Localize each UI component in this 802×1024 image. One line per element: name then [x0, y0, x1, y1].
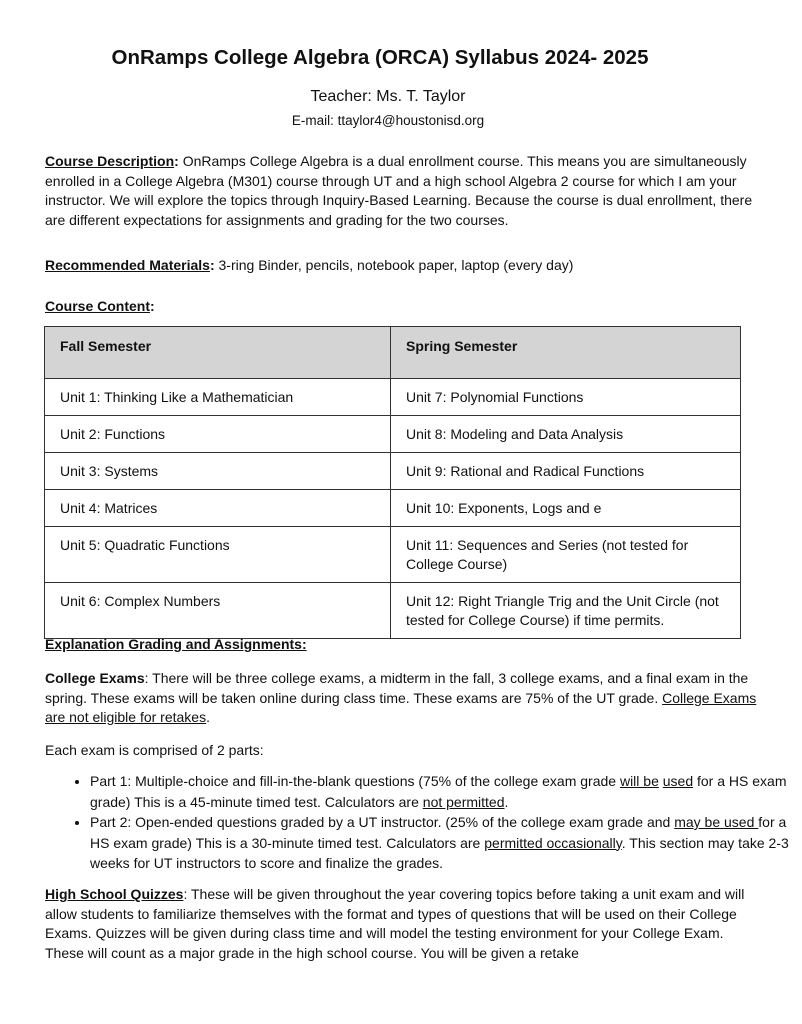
list-item: • Part 1: Multiple-choice and fill-in-the-blank questions (75% of the college exam grade will be used for a HS exam grade) This is a 45-minute timed test. Calculators are not permitted.	[90, 771, 802, 812]
recommended-materials: Recommended Materials: 3-ring Binder, pencils, notebook paper, laptop (every day)	[45, 257, 574, 273]
spring-unit-cell: Unit 8: Modeling and Data Analysis	[391, 416, 741, 453]
table-row	[45, 416, 741, 453]
page-title: OnRamps College Algebra (ORCA) Syllabus 2024- 2025	[111, 46, 649, 69]
table-row	[45, 453, 741, 490]
fall-unit-cell: Unit 5: Quadratic Functions	[45, 527, 391, 583]
list-item: • Part 2: Open-ended questions graded by a UT instructor. (25% of the college exam grade and may be used for a HS exam grade) This is a 30-minute timed test. Calculators are permitted occasionally. This section may take 2-3 weeks for UT instructors to score and finalize the grades.	[90, 812, 802, 874]
teacher-email: E-mail: ttaylor4@houstonisd.org	[291, 113, 485, 128]
spring-unit-cell: Unit 11: Sequences and Series (not tested for College Course)	[391, 527, 741, 583]
spring-unit-cell: Unit 12: Right Triangle Trig and the Unit Circle (not tested for College Course) if time permits.	[391, 583, 741, 639]
materials-text: 3-ring Binder, pencils, notebook paper, laptop (every day)	[214, 257, 574, 273]
spring-semester-header: Spring Semester	[391, 327, 741, 379]
fall-unit-cell: Unit 4: Matrices	[45, 490, 391, 527]
fall-unit-cell: Unit 2: Functions	[45, 416, 391, 453]
course-description-heading: Course Description	[45, 153, 175, 169]
table-header-row	[45, 327, 741, 379]
college-exams-label: College Exams	[45, 670, 145, 686]
teacher-name: Teacher: Ms. T. Taylor	[310, 88, 466, 105]
spring-unit-cell: Unit 9: Rational and Radical Functions	[391, 453, 741, 490]
table-row	[45, 527, 741, 583]
quizzes-paragraph: High School Quizzes: These will be given throughout the year covering topics before taking a unit exam and will allow students to familiarize themselves with the format and types of questions that will be used on their College Exams. Quizzes will be given during class time and will model the testing environment for your College Exam. These will count as a major grade in the high school course. You will be given a retake	[45, 886, 745, 961]
spring-unit-cell: Unit 7: Polynomial Functions	[391, 379, 741, 416]
course-description-text: OnRamps College Algebra is a dual enrollment course. This means you are simultaneously enrolled in a College Algebra (M301) course through UT and a high school Algebra 2 course for which I am your instructor. We will explore the topics through Inquiry-Based Learning. Because the course is dual enrollment, there are different expectations for assignments and grading for the two courses.	[45, 153, 753, 228]
retake-note: College Exams are not eligible for retakes	[45, 689, 757, 725]
table-row	[45, 490, 741, 527]
fall-semester-header: Fall Semester	[45, 327, 391, 379]
materials-heading: Recommended Materials	[45, 257, 210, 273]
table-row	[45, 583, 741, 639]
grading-heading: Explanation Grading and Assignments:	[45, 636, 307, 652]
course-content-table	[44, 326, 741, 639]
fall-unit-cell: Unit 1: Thinking Like a Mathematician	[45, 379, 391, 416]
college-exams-paragraph: College Exams: There will be three college exams, a midterm in the fall, 3 college exams, and a final exam in the spring. These exams will be taken online during class time. These exams are 75% of the UT grade. College Exams are not eligible for retakes.	[45, 670, 757, 725]
fall-unit-cell: Unit 3: Systems	[45, 453, 391, 490]
course-content-heading: Course Content:	[45, 298, 155, 314]
quizzes-label: High School Quizzes	[45, 886, 184, 902]
exam-parts-list	[45, 771, 802, 874]
fall-unit-cell: Unit 6: Complex Numbers	[45, 583, 391, 639]
exam-parts-intro: Each exam is comprised of 2 parts:	[45, 742, 264, 758]
table-row	[45, 379, 741, 416]
spring-unit-cell: Unit 10: Exponents, Logs and e	[391, 490, 741, 527]
course-description: Course Description: OnRamps College Algebra is a dual enrollment course. This means you are simultaneously enrolled in a College Algebra (M301) course through UT and a high school Algebra 2 course for which I am your instructor. We will explore the topics through Inquiry-Based Learning. Because the course is dual enrollment, there are different expectations for assignments and grading for the two courses.	[45, 153, 753, 228]
